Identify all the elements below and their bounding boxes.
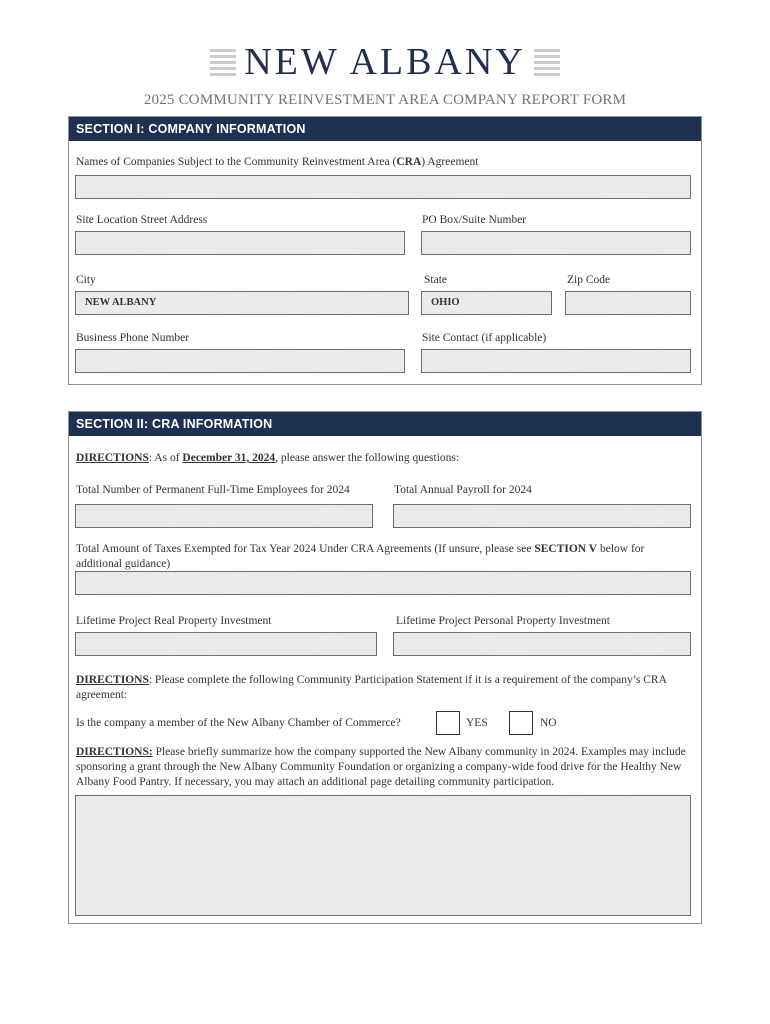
real-property-label: Lifetime Project Real Property Investment [76, 615, 272, 627]
phone-label: Business Phone Number [76, 332, 190, 344]
company-names-field[interactable] [75, 175, 691, 199]
no-checkbox[interactable] [509, 711, 533, 735]
po-box-label: PO Box/Suite Number [422, 214, 527, 226]
form-title: 2025 COMMUNITY REINVESTMENT AREA COMPANY REPORT FORM [143, 92, 627, 108]
taxes-exempted-field[interactable] [75, 571, 691, 595]
directions-3: DIRECTIONS: Please briefly summarize how the company supported the New Albany community in 2024. Examples may include sponsoring a grant through the New Albany Community Foundation or organizing a company-wide food drive for the Healthy New Albany Food Pantry. If necessary, you may attach an additional page detailing community participation. [76, 746, 686, 788]
chamber-question: Is the company a member of the New Albany Chamber of Commerce? [76, 717, 401, 729]
logo [0, 40, 770, 84]
zip-code-label: Zip Code [567, 274, 611, 286]
po-box-field[interactable] [421, 231, 691, 255]
city-label: City [76, 274, 96, 286]
real-property-field[interactable] [75, 632, 377, 656]
personal-property-label: Lifetime Project Personal Property Investment [396, 615, 610, 627]
logo-bars-left [210, 49, 236, 76]
directions-1: DIRECTIONS: As of December 31, 2024, please answer the following questions: [76, 452, 460, 464]
phone-field[interactable] [75, 349, 405, 373]
street-address-field[interactable] [75, 231, 405, 255]
section-company-information [68, 116, 702, 385]
company-names-label: Names of Companies Subject to the Community Reinvestment Area (CRA) Agreement [76, 156, 479, 168]
employees-label: Total Number of Permanent Full-Time Employees for 2024 [76, 484, 350, 496]
state-label: State [424, 274, 447, 286]
state-field[interactable]: OHIO [421, 291, 552, 315]
site-contact-label: Site Contact (if applicable) [422, 332, 547, 344]
street-address-label: Site Location Street Address [76, 214, 208, 226]
zip-code-field[interactable] [565, 291, 691, 315]
city-field[interactable]: NEW ALBANY [75, 291, 409, 315]
payroll-label: Total Annual Payroll for 2024 [394, 484, 532, 496]
yes-label: YES [466, 717, 488, 729]
section-2-header: SECTION II: CRA INFORMATION [69, 412, 701, 436]
personal-property-field[interactable] [393, 632, 691, 656]
community-participation-textarea[interactable] [75, 795, 691, 916]
payroll-field[interactable] [393, 504, 691, 528]
site-contact-field[interactable] [421, 349, 691, 373]
directions-2: DIRECTIONS: Please complete the following Community Participation Statement if it is a requirement of the company’s CRA agreement: [76, 674, 667, 701]
logo-text: NEW ALBANY [244, 41, 526, 83]
employees-field[interactable] [75, 504, 373, 528]
no-label: NO [540, 717, 557, 729]
section-cra-information [68, 411, 702, 924]
taxes-exempted-label: Total Amount of Taxes Exempted for Tax Year 2024 Under CRA Agreements (If unsure, please see SECTION V below for additional guidance) [76, 543, 645, 570]
yes-checkbox[interactable] [436, 711, 460, 735]
section-1-header: SECTION I: COMPANY INFORMATION [69, 117, 701, 141]
logo-bars-right [534, 49, 560, 76]
